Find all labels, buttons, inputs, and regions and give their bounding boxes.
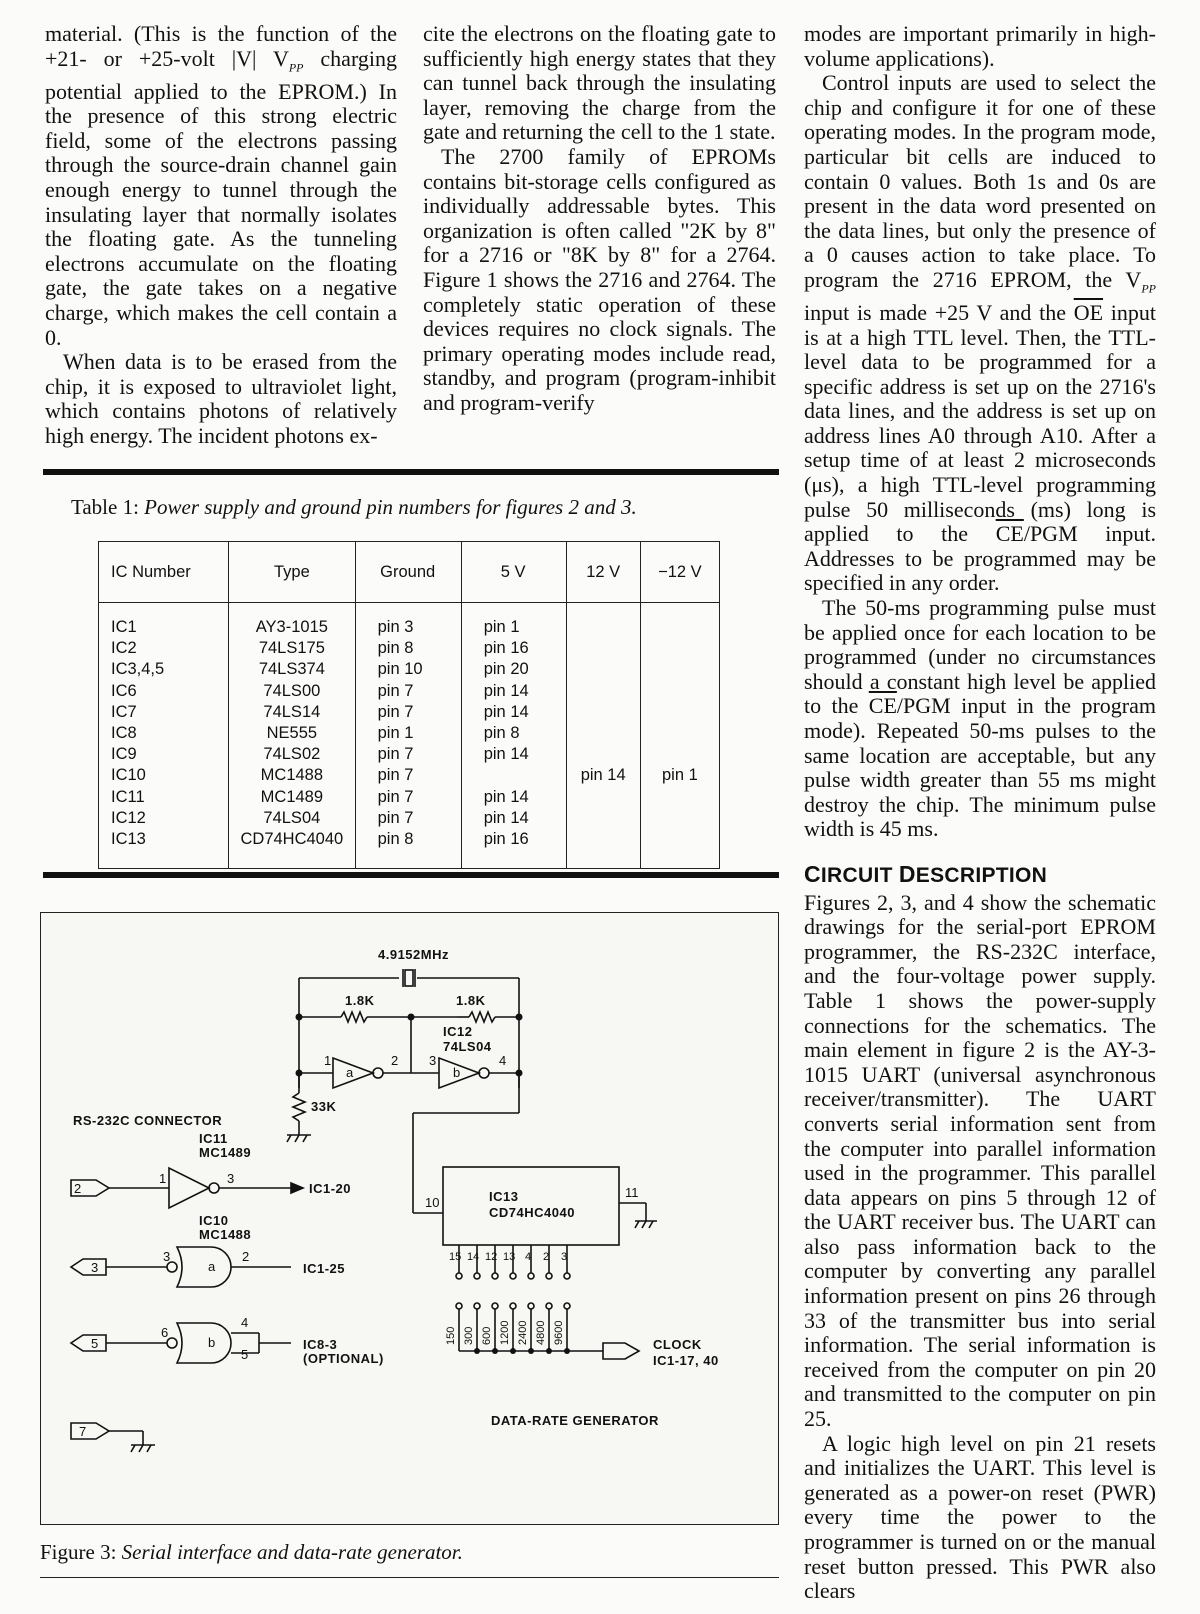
- clock-label: CLOCK: [653, 1337, 702, 1352]
- ground-column: [355, 603, 461, 869]
- resistor-label: 33K: [311, 1099, 337, 1114]
- pin-label: 5: [241, 1347, 249, 1362]
- baud-rate-label: 4800: [535, 1320, 547, 1345]
- ic-label: IC11: [199, 1131, 228, 1146]
- pin-label: 1: [159, 1171, 167, 1186]
- section-heading: CIRCUIT DESCRIPTION: [804, 860, 1048, 887]
- crystal-label: 4.9152MHz: [378, 947, 449, 962]
- table-cell: pin 1: [483, 618, 520, 636]
- ic13-pin-label: 12: [485, 1251, 498, 1263]
- table-cell: [568, 638, 639, 659]
- table-cell: [642, 659, 718, 680]
- table-cell: [642, 702, 718, 723]
- table-cell: AY3-1015: [255, 618, 328, 636]
- text-column-right: [804, 22, 1156, 1604]
- pin-label: 11: [625, 1185, 639, 1200]
- table-cell: [642, 744, 718, 765]
- table-cell: [568, 659, 639, 680]
- pin-label: 4: [499, 1053, 507, 1068]
- baud-rate-label: 600: [481, 1326, 493, 1345]
- table-header: 12 V: [566, 542, 640, 603]
- table-cell: IC9: [111, 745, 137, 764]
- resistor-label: 1.8K: [456, 993, 486, 1008]
- baud-rate-label: 9600: [553, 1320, 565, 1345]
- paragraph: Control inputs are used to select the chip and configure it for one of these operating modes. In the program mode, particular bit cells are induced to contain 0 values. Both 1s and 0s are present in the data word presented on the data lines, but only the presence of a 0 causes action to take place. To program the 2716 EPROM, the $V_{PP}$ input is made +25 V and the $\overline{OE}$ input is at a high TTL level. Then, the TTL-level data to be programmed for a specific address is set up on the 2716's data lines, and the address is set up on address lines A0 through A10. After a setup time of at least 2 microseconds (μs), a high TTL-level programming pulse 50 milliseconds (ms) long is applied to the $\overline{CE}$/PGM input. Addresses to be programmed may be specified in any order.: [804, 70, 1156, 596]
- ic-type-label: MC1489: [199, 1145, 252, 1160]
- table-cell: 74LS02: [263, 745, 321, 764]
- table-cell: pin 7: [377, 745, 414, 764]
- table-cell: pin 8: [377, 639, 414, 658]
- table-cell: [642, 681, 718, 702]
- table-cell: pin 1: [661, 766, 698, 785]
- pin-label: 3: [163, 1249, 171, 1264]
- ic13-pin-label: 2: [543, 1251, 550, 1263]
- table-cell: pin 14: [483, 681, 529, 700]
- table-cell: IC13: [111, 830, 146, 849]
- table-cell: [568, 702, 639, 723]
- table-header: −12 V: [640, 542, 719, 603]
- figure-caption: Figure 3: Serial interface and data-rate generator.: [40, 1540, 463, 1564]
- table-cell: [484, 765, 565, 786]
- rs232-connector-label: RS-232C CONNECTOR: [73, 1113, 223, 1128]
- ic-label: IC12: [443, 1024, 473, 1039]
- table-cell: IC10: [111, 766, 146, 785]
- table-cell: pin 7: [377, 681, 414, 700]
- table-cell: 74LS175: [258, 639, 325, 658]
- text-column-left: [45, 22, 397, 448]
- table-cell: pin 8: [377, 830, 414, 849]
- table-cell: IC1: [111, 618, 137, 636]
- table-cell: 74LS14: [263, 702, 321, 721]
- table-cell: MC1488: [260, 766, 324, 785]
- resistor-label: 1.8K: [345, 993, 375, 1008]
- ic-number-column: [99, 603, 229, 869]
- table-cell: pin 14: [483, 808, 529, 827]
- paragraph: modes are important primarily in high-volume applications).: [804, 21, 1156, 71]
- table-cell: CD74HC4040: [240, 830, 344, 849]
- baud-rate-label: 2400: [517, 1320, 529, 1345]
- table-header: 5 V: [461, 542, 566, 603]
- paragraph: material. (This is the function of the +21- or +25-volt |V| $V_{PP}$ charging potential applied to the EPROM.) In the presence of this strong electric field, some of the electrons passing through the source-drain channel gain enough energy to tunnel through the insulating layer that normally isolates the floating gate. As the tunneling electrons accumulate on the floating gate, the gate takes on a negative charge, which makes the cell contain a 0.: [45, 21, 397, 350]
- pin-table: [98, 541, 720, 869]
- table-cell: [642, 829, 718, 850]
- 12v-column: [566, 603, 640, 869]
- table-cell: pin 14: [483, 702, 529, 721]
- table-cell: IC12: [111, 808, 146, 827]
- figure-3-schematic: [40, 912, 779, 1525]
- pin-label: 2: [242, 1249, 250, 1264]
- table-cell: [568, 787, 639, 808]
- ic-type-label: CD74HC4040: [489, 1205, 575, 1220]
- table-cell: [568, 723, 639, 744]
- table-cell: pin 16: [483, 639, 529, 658]
- ic-type-label: MC1488: [199, 1227, 252, 1242]
- table-cell: [642, 787, 718, 808]
- table-cell: pin 7: [377, 808, 414, 827]
- gate-label: a: [208, 1259, 216, 1274]
- ic-type-label: 74LS04: [443, 1039, 492, 1054]
- table-cell: [642, 723, 718, 744]
- minus12v-column: [640, 603, 719, 869]
- table-cell: [568, 617, 639, 638]
- type-column: [229, 603, 356, 869]
- table-cell: pin 14: [483, 787, 529, 806]
- gate-label: a: [346, 1065, 354, 1080]
- table-cell: pin 8: [483, 724, 520, 743]
- table-cell: MC1489: [260, 787, 324, 806]
- paragraph: cite the electrons on the floating gate to sufficiently high energy states that they can tunnel back through the insulating layer, removing the charge from the gate and returning the cell to the 1 state.: [423, 21, 776, 145]
- table-cell: pin 20: [483, 660, 529, 679]
- clock-label: IC1-17, 40: [653, 1353, 719, 1368]
- pin-label: 10: [425, 1195, 440, 1210]
- table-cell: IC8: [111, 724, 137, 743]
- table-cell: IC2: [111, 639, 137, 658]
- table-caption: Table 1: Power supply and ground pin numbers for figures 2 and 3.: [71, 495, 637, 519]
- table-cell: pin 14: [483, 745, 529, 764]
- paragraph: A logic high level on pin 21 resets and initializes the UART. This level is generated as a power-on reset (PWR) every time the power to the programmer is turned on or the manual reset button pressed. This PWR also clears: [804, 1430, 1156, 1604]
- baud-rate-label: 150: [445, 1326, 457, 1345]
- connector-pin-label: 2: [74, 1181, 82, 1196]
- table-cell: pin 3: [377, 618, 414, 636]
- text-column-middle: [423, 22, 776, 416]
- table-cell: [642, 617, 718, 638]
- table-cell: [568, 808, 639, 829]
- baud-rate-label: 1200: [499, 1320, 511, 1345]
- data-rate-generator-label: DATA-RATE GENERATOR: [491, 1413, 659, 1428]
- table-cell: [568, 829, 639, 850]
- output-label: IC1-25: [303, 1261, 346, 1276]
- paragraph: Figures 2, 3, and 4 show the schematic drawings for the serial-port EPROM programmer, the RS-232C interface, and the four-voltage power supply. Table 1 shows the power-supply connections for the schematics. The main element in figure 2 is the AY-3-1015 UART (universal asynchronous receiver/transmitter). The UART converts serial information sent from the computer into parallel information used in the programmer. This parallel data appears on pins 5 through 12 of the UART receiver bus. The UART can also pass information back to the computer by converting any parallel information present on pins 26 through 33 of the transmitter bus into serial information. The serial information is received from the computer on pin 20 and transmitted to the computer on pin 25.: [804, 889, 1156, 1432]
- ic-label: IC13: [489, 1189, 519, 1204]
- table-cell: [568, 744, 639, 765]
- connector-pin-label: 7: [79, 1424, 87, 1439]
- table-box: [43, 469, 779, 878]
- table-cell: pin 7: [377, 766, 414, 785]
- table-cell: 74LS04: [263, 808, 321, 827]
- table-header: Ground: [355, 542, 461, 603]
- table-cell: [568, 681, 639, 702]
- output-label: IC1-20: [309, 1181, 352, 1196]
- paragraph: The 50-ms programming pulse must be applied once for each location to be programmed (under no circumstances should a constant high level be applied to the $\overline{CE}$/PGM input in the program mode). Repeated 50-ms pulses to the same location are acceptable, but any pulse width greater than 55 ms might destroy the chip. The minimum pulse width is 45 ms.: [804, 595, 1156, 842]
- pin-label: 2: [391, 1053, 399, 1068]
- table-cell: [642, 808, 718, 829]
- table-cell: IC6: [111, 681, 137, 700]
- 5v-column: [461, 603, 566, 869]
- table-cell: [642, 638, 718, 659]
- ic-label: IC10: [199, 1213, 229, 1228]
- paragraph: The 2700 family of EPROMs contains bit-storage cells configured as individually addressable bytes. This organization is often called "2K by 8" for a 2716 or "8K by 8" for a 2764. Figure 1 shows the 2716 and 2764. The completely static operation of these devices requires no clock signals. The primary operating modes include read, standby, and program (program-inhibit and program-verify: [423, 143, 776, 415]
- table-cell: pin 1: [377, 724, 414, 743]
- table-header: IC Number: [99, 542, 229, 603]
- output-label: (OPTIONAL): [303, 1351, 384, 1366]
- connector-pin-label: 3: [91, 1260, 99, 1275]
- table-cell: 74LS374: [258, 660, 325, 679]
- table-header: Type: [229, 542, 356, 603]
- table-cell: pin 7: [377, 787, 414, 806]
- output-label: IC8-3: [303, 1337, 338, 1352]
- gate-label: b: [208, 1335, 216, 1350]
- schematic-svg: [41, 913, 780, 1526]
- table-cell: NE555: [266, 724, 318, 743]
- table-cell: pin 16: [483, 830, 529, 849]
- table-cell: IC3,4,5: [111, 660, 165, 679]
- table-cell: pin 14: [580, 766, 626, 785]
- divider: [40, 1577, 779, 1578]
- table-cell: pin 10: [377, 660, 423, 679]
- table-cell: IC11: [111, 787, 145, 806]
- ic13-pin-label: 3: [561, 1251, 568, 1263]
- table-cell: IC7: [111, 702, 137, 721]
- pin-label: 3: [227, 1171, 235, 1186]
- pin-label: 3: [429, 1053, 437, 1068]
- connector-pin-label: 5: [91, 1336, 99, 1351]
- ic13-pin-label: 14: [467, 1251, 480, 1263]
- ic13-pin-label: 13: [503, 1251, 516, 1263]
- pin-label: 4: [241, 1315, 249, 1330]
- gate-label: b: [453, 1065, 461, 1080]
- baud-rate-label: 300: [463, 1326, 475, 1345]
- table-cell: 74LS00: [263, 681, 321, 700]
- pin-label: 6: [161, 1325, 169, 1340]
- pin-label: 1: [324, 1053, 332, 1068]
- ic13-pin-label: 4: [525, 1251, 532, 1263]
- table-cell: pin 7: [377, 702, 414, 721]
- ic13-pin-label: 15: [449, 1251, 462, 1263]
- paragraph: When data is to be erased from the chip, it is exposed to ultraviolet light, which contains photons of relatively high energy. The incident photons ex-: [45, 349, 397, 448]
